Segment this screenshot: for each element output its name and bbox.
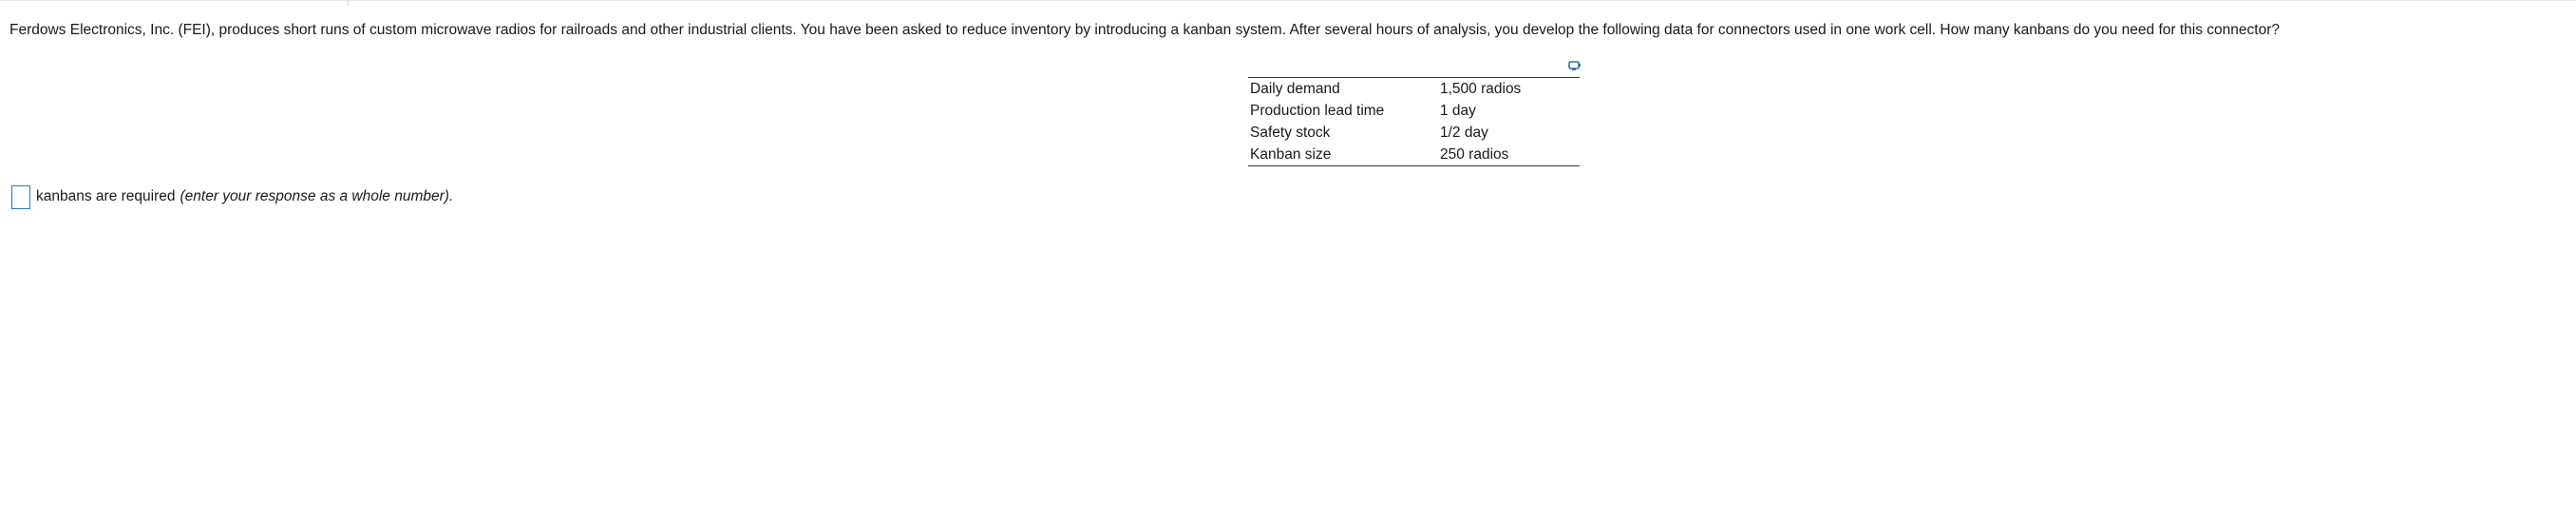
top-divider	[0, 0, 2576, 4]
table-row	[1248, 144, 1580, 166]
top-divider-tick	[348, 0, 349, 6]
row-label: Production lead time	[1250, 103, 1385, 119]
row-value: 250 radios	[1440, 146, 1509, 163]
copy-table-icon[interactable]	[1568, 59, 1582, 70]
row-value: 1 day	[1440, 103, 1476, 119]
answer-hint: (enter your response as a whole number).	[180, 188, 454, 204]
row-label: Daily demand	[1250, 81, 1340, 97]
answer-suffix: kanbans are required	[36, 188, 176, 204]
kanban-data-table	[1248, 77, 1580, 166]
table-row	[1248, 100, 1580, 122]
question-text: Ferdows Electronics, Inc. (FEI), produces short runs of custom microwave radios for railroads and other industrial clients. You have been asked to reduce inventory by introducing a kanban system. After several hours of analysis, you develop the following data for connectors used in one work cell. How many kanbans do you need for this connector?	[9, 22, 2280, 38]
table-row	[1248, 122, 1580, 144]
row-value: 1/2 day	[1440, 125, 1488, 141]
row-label: Kanban size	[1250, 146, 1332, 163]
answer-row	[11, 183, 453, 210]
table-row	[1248, 78, 1580, 101]
kanban-count-input[interactable]	[11, 185, 30, 209]
row-value: 1,500 radios	[1440, 81, 1522, 97]
row-label: Safety stock	[1250, 125, 1331, 141]
